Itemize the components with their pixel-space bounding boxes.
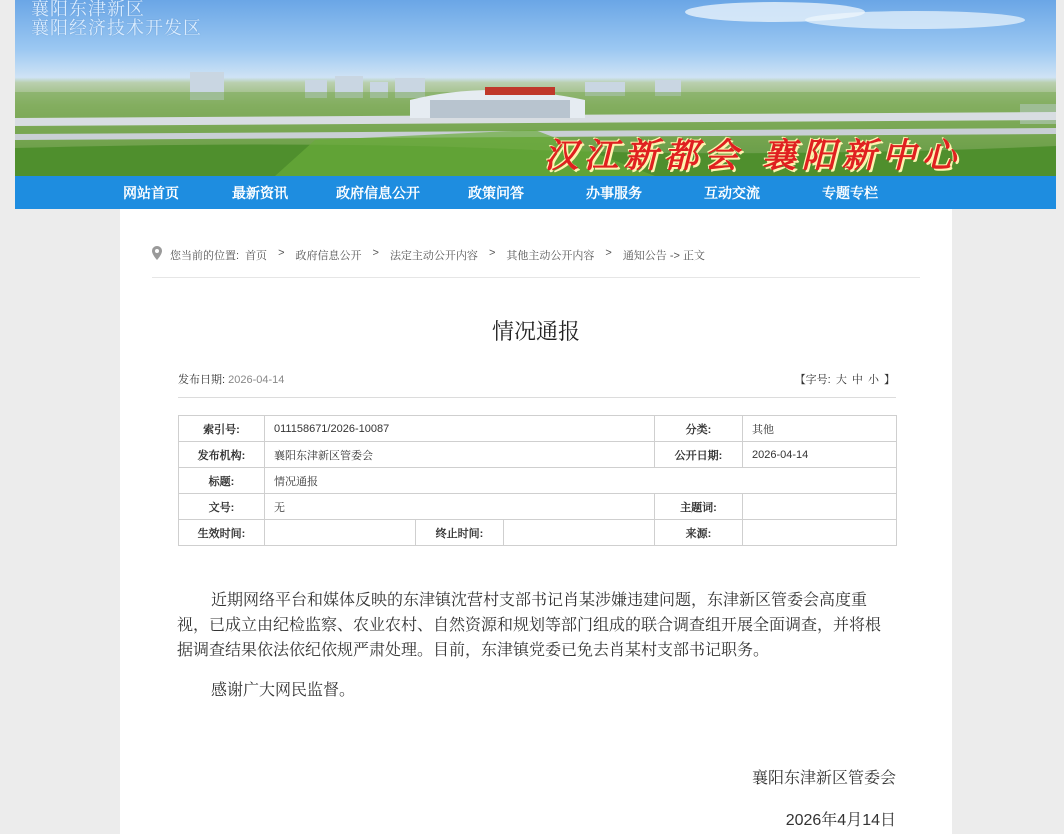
font-size-label: 【字号:: [794, 374, 831, 386]
breadcrumb-notice-current[interactable]: 通知公告 -> 正文: [622, 250, 706, 262]
body-paragraph: 感谢广大网民监督。: [211, 682, 356, 699]
breadcrumb-other-disclosure[interactable]: 其他主动公开内容: [506, 250, 595, 262]
nav-item-gov-info[interactable]: 政府信息公开: [336, 184, 420, 201]
nav-item-home[interactable]: 网站首页: [123, 184, 179, 201]
disclosure-info-table: [178, 415, 897, 546]
doc-no-label: 文号:: [179, 494, 265, 520]
breadcrumb-separator: >: [605, 247, 612, 259]
keywords-value: [743, 494, 897, 520]
site-name: [31, 0, 202, 38]
table-row: [179, 442, 897, 468]
title-label: 标题:: [179, 468, 265, 494]
source-value: [743, 520, 897, 546]
nav-item-news[interactable]: 最新资讯: [232, 184, 288, 201]
effective-time-value: [265, 520, 416, 546]
open-date-label: 公开日期:: [655, 442, 743, 468]
table-row: [179, 494, 897, 520]
end-time-value: [504, 520, 655, 546]
publish-date-info: [178, 371, 284, 387]
content-panel: [120, 209, 952, 834]
publish-date-value: 2026-04-14: [228, 374, 285, 386]
breadcrumb-separator: >: [488, 247, 496, 259]
breadcrumb-separator: >: [372, 247, 379, 259]
breadcrumb-gov-info[interactable]: 政府信息公开: [295, 250, 362, 262]
nav-item-services[interactable]: 办事服务: [586, 184, 642, 201]
category-value: 其他: [743, 416, 897, 442]
effective-time-label: 生效时间:: [179, 520, 265, 546]
location-pin-icon: [152, 246, 162, 260]
site-name-line1: 襄阳东津新区: [31, 0, 145, 19]
font-size-bracket-close: 】: [884, 374, 895, 386]
table-row: [179, 416, 897, 442]
main-nav: [15, 176, 1056, 209]
open-date-value: 2026-04-14: [743, 442, 897, 468]
font-size-medium-link[interactable]: 中: [851, 374, 863, 386]
org-value: 襄阳东津新区管委会: [265, 442, 655, 468]
signature-org: 襄阳东津新区管委会: [751, 770, 896, 787]
banner-slogan: 汉江新都会 襄阳新中心: [544, 136, 962, 176]
end-time-label: 终止时间:: [416, 520, 504, 546]
site-name-line2: 襄阳经济技术开发区: [31, 18, 202, 38]
nav-item-interaction[interactable]: 互动交流: [704, 184, 760, 201]
font-size-control: [794, 371, 896, 387]
title-value: 情况通报: [265, 468, 897, 494]
page-frame: [15, 0, 1056, 834]
article-meta-row: [178, 371, 896, 398]
font-size-large-link[interactable]: 大: [835, 374, 847, 386]
article-title: 情况通报: [491, 319, 580, 344]
org-label: 发布机构:: [179, 442, 265, 468]
breadcrumb: [152, 247, 920, 278]
table-row: [179, 468, 897, 494]
breadcrumb-prefix: 您当前的位置:: [170, 250, 240, 262]
breadcrumb-separator: >: [278, 247, 285, 259]
body-paragraph: 近期网络平台和媒体反映的东津镇沈营村支部书记肖某涉嫌违建问题，东津新区管委会高度重视，已成立由纪检监察、农业农村、自然资源和规划等部门组成的联合调查组开展全面调查，并将根据调查结果依法依纪依规严肃处理。目前，东津镇党委已免去肖某村支部书记职务。: [177, 592, 882, 659]
article-body: [177, 588, 895, 703]
nav-item-policy-qa[interactable]: 政策问答: [468, 184, 524, 201]
font-size-small-link[interactable]: 小: [867, 374, 879, 386]
signature-date: 2026年4月14日: [785, 812, 896, 829]
index-value: 011158671/2026-10087: [265, 416, 655, 442]
doc-no-value: 无: [265, 494, 655, 520]
table-row: [179, 520, 897, 546]
breadcrumb-home[interactable]: 首页: [245, 250, 268, 262]
breadcrumb-statutory[interactable]: 法定主动公开内容: [389, 250, 478, 262]
publish-date-label: 发布日期:: [178, 374, 226, 386]
nav-item-topics[interactable]: 专题专栏: [822, 184, 878, 201]
index-label: 索引号:: [179, 416, 265, 442]
header-banner: [15, 0, 1056, 176]
category-label: 分类:: [655, 416, 743, 442]
keywords-label: 主题词:: [655, 494, 743, 520]
source-label: 来源:: [655, 520, 743, 546]
